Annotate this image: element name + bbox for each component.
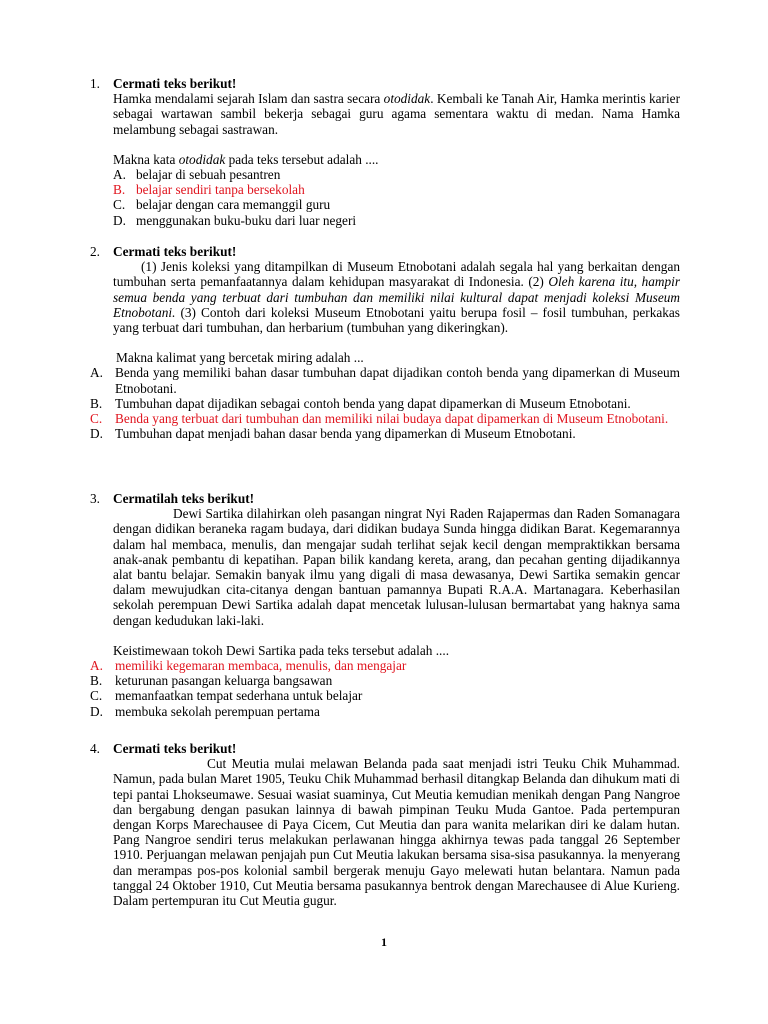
passage: Dewi Sartika dilahirkan oleh pasangan ningrat Nyi Raden Rajapermas dan Raden Somanagara dengan didikan beraneka ragam budaya, dari didikan budaya Sunda hingga didikan Barat. Kegemarannya dalam hal membaca, menulis, dan mengajar sudah terlihat sejak kecil dengan mempraktikkan bersama anak-anak pembantu di kepatihan. Papan bilik kandang kereta, arang, dan pecahan genting dijadikannya alat bantu belajar. Semakin banyak ilmu yang digali di masa dewasanya, Dewi Sartika semakin gencar dalam mewujudkan cita-citanya dengan bantuan pamannya Bupati R.A.A. Martanagara. Keberhasilan sekolah perempuan Dewi Sartika adalah dapat mencetak lulusan-lulusan bermartabat yang haknya sama dengan kedudukan laki-laki. (113, 506, 680, 628)
question-3 (90, 491, 680, 719)
question-heading: Cermati teks berikut! (113, 741, 237, 756)
passage: Cut Meutia mulai melawan Belanda pada saat menjadi istri Teuku Chik Muhammad. Namun, pada bulan Maret 1905, Teuku Chik Muhammad berhasil ditangkap Belanda dan dihukum mati di tepi pantai Lhokseumawe. Sesuai wasiat suaminya, Cut Meutia kemudian menikah dengan Pang Nangroe dan bergabung dengan pasukan lainnya di bawah pimpinan Teuku Muda Gantoe. Pada pertempuran dengan Korps Marechausee di Paya Cicem, Cut Meutia dan para wanita melarikan diri ke dalam hutan. Pang Nangroe sendiri terus melakukan perlawanan hingga akhirnya tewas pada tanggal 26 September 1910. Perjuangan melawan penjajah pun Cut Meutia lakukan bersama sisa-sisa pasukannya. la menyerang dan merampas pos-pos kolonial sambil bergerak menuju Gayo melewati hutan belantara. Namun pada tanggal 24 Oktober 1910, Cut Meutia bersama pasukannya bentrok dengan Marechausee di Alue Kurieng. Dalam pertempuran itu Cut Meutia gugur. (113, 756, 680, 909)
italic-sentence: Oleh karena itu, hampir semua benda yang terbuat dari tumbuhan dan memiliki nilai kultural dapat menjadi koleksi Museum Etnobotani. (113, 274, 680, 320)
option-a[interactable]: A. belajar di sebuah pesantren (113, 167, 281, 183)
option-c[interactable]: C. memanfaatkan tempat sederhana untuk belajar (90, 688, 363, 704)
question-number: 2. (90, 244, 100, 259)
passage: (1) Jenis koleksi yang ditampilkan di Museum Etnobotani adalah segala hal yang berkaitan dengan tumbuhan serta pemanfaatannya dalam kehidupan masyarakat di Indonesia. (2) Oleh karena itu, hampir semua benda yang terbuat dari tumbuhan dan memiliki nilai kultural dapat menjadi koleksi Museum Etnobotani. (3) Contoh dari koleksi Museum Etnobotani yaitu berupa fosil – fosil tumbuhan, perkakas yang terbuat dari tumbuhan, dan herbarium (tumbuhan yang dikeringkan). (113, 259, 680, 336)
passage: Hamka mendalami sejarah Islam dan sastra secara otodidak. Kembali ke Tanah Air, Hamka merintis karier sebagai wartawan sambil bekerja sebagai guru agama sementara waktu di medan. Nama Hamka melambung sebagai sastrawan. (113, 91, 681, 137)
question-1 (90, 76, 680, 228)
question-number: 1. (90, 76, 100, 91)
page-number: 1 (381, 935, 387, 949)
option-a-correct[interactable]: A. memiliki kegemaran membaca, menulis, dan mengajar (90, 658, 407, 674)
option-d[interactable]: D. membuka sekolah perempuan pertama (90, 703, 320, 719)
question-number: 3. (90, 491, 100, 506)
question-prompt: Keistimewaan tokoh Dewi Sartika pada teks tersebut adalah .... (113, 642, 450, 658)
italic-term: otodidak (383, 91, 431, 107)
option-c-correct[interactable]: C. Benda yang terbuat dari tumbuhan dan memiliki nilai budaya dapat dipamerkan di Museum Etnobotani. (90, 411, 669, 427)
question-number: 4. (90, 741, 100, 756)
question-2 (90, 244, 680, 441)
question-prompt: Makna kalimat yang bercetak miring adalah ... (116, 350, 364, 366)
option-d[interactable]: D. Tumbuhan dapat menjadi bahan dasar benda yang dipamerkan di Museum Etnobotani. (90, 426, 576, 442)
option-c[interactable]: C. belajar dengan cara memanggil guru (113, 197, 331, 213)
question-4 (90, 741, 680, 908)
option-b[interactable]: B. Tumbuhan dapat dijadikan sebagai contoh benda yang dapat dipamerkan di Museum Etnobotani. (90, 395, 631, 411)
option-b[interactable]: B. keturunan pasangan keluarga bangsawan (90, 673, 333, 689)
question-heading: Cermati teks berikut! (113, 76, 237, 91)
question-heading: Cermatilah teks berikut! (113, 491, 255, 506)
option-b-correct[interactable]: B. belajar sendiri tanpa bersekolah (113, 182, 305, 198)
question-heading: Cermati teks berikut! (113, 244, 237, 259)
option-d[interactable]: D. menggunakan buku-buku dari luar negeri (113, 212, 357, 228)
option-a[interactable]: A. Benda yang memiliki bahan dasar tumbuhan dapat dijadikan contoh benda yang dipamerkan di Museum Etnobotani. (90, 365, 680, 396)
question-prompt: Makna kata otodidak pada teks tersebut adalah .... (113, 151, 379, 167)
